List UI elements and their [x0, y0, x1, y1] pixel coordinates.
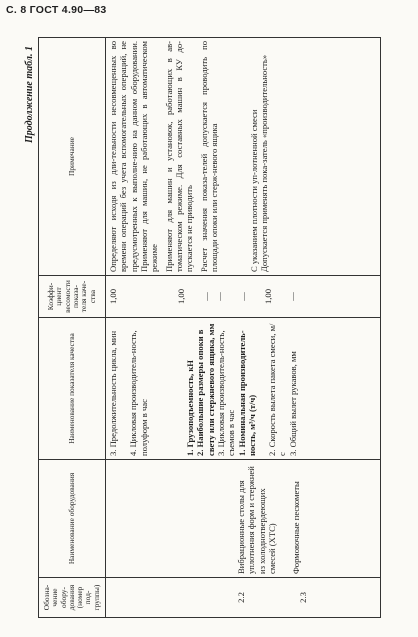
cell-notes — [106, 38, 381, 276]
indicator-flask-dimensions: 2. Наибольшие размеры опоки в свету или стержневого ящика, мм — [195, 323, 216, 456]
indicator-packet-speed: 2. Скорость вылета пакета смеси, м/с — [267, 323, 288, 456]
cell-coefficients — [106, 276, 381, 318]
page-header: С. 8 ГОСТ 4.90—83 — [6, 4, 107, 16]
cell-codes — [106, 578, 381, 618]
table-continuation-label: Продолжение табл. 1 — [24, 46, 35, 144]
coef-cycle-productivity-removals: — — [238, 292, 249, 301]
code-2-3: 2.3 — [298, 592, 309, 603]
indicator-sleeve-reach: 3. Общий вылет рукавов, мм — [287, 351, 298, 456]
coef-cycle-duration: 1,00 — [108, 288, 118, 305]
cell-indicators — [106, 318, 381, 460]
cell-equipment-names — [106, 460, 381, 578]
coef-cycle-productivity: 1,00 — [176, 288, 187, 305]
code-2-2: 2.2 — [236, 592, 246, 603]
indicator-nominal-productivity: 1. Номинальная производитель-ность, м³/ч (т/ч) — [236, 330, 257, 456]
equipment-name-2-3: Формовочные пескометы — [291, 481, 302, 574]
col-header-indicator: Наименование показателя качества — [39, 318, 106, 460]
note-compacted-density: С указанием плотности уп-лотненной смеси — [249, 109, 260, 272]
equipment-name-2-2: Вибрационные столы для уплотнения форм и стержней из холоднотвердеющих смесей (ХТС) — [236, 466, 277, 574]
coef-nominal-productivity: 1,00 — [262, 288, 273, 305]
rotated-table-page — [20, 38, 400, 618]
quality-indicators-table — [38, 37, 381, 618]
col-header-equipment-name: Наименование оборудования — [39, 460, 106, 578]
col-header-code: Обозна-чение обору-дования (номер под-группы) — [39, 578, 106, 618]
note-cycle-productivity: Применяют для машин и установок, работающих в ав-томатическом режиме. Для составных машин в КУ до-пускается не приводить — [163, 41, 195, 272]
indicator-load-capacity: 1. Грузоподъемность, кН — [184, 360, 195, 456]
note-productivity-allowed: Допускается применять пока-затель «производительность» — [259, 54, 270, 272]
note-cycle-duration: Определяют исходя из дли-тельности несовмещенных во времени операций без учета вспомогательных операций, не предусмотренных к выполне-нию на данном оборудовании. Применяют для машин, не работающих в автоматическом режиме — [108, 41, 160, 272]
col-header-note: Примечание — [39, 38, 106, 276]
col-header-weight-coefficient: Коэффи-циент весомости показа-теля каче-ства — [39, 276, 106, 318]
table-row — [106, 38, 381, 618]
indicator-cycle-productivity-removals: 3. Цикловая производитель-ность, съемов в час — [215, 330, 237, 456]
coef-flask-dimensions: — — [213, 292, 224, 301]
table-header-row — [39, 38, 106, 618]
coef-load-capacity: — — [200, 292, 211, 301]
indicator-cycle-duration: 3. Предолжительность цикла, мин — [108, 330, 118, 456]
indicator-cycle-productivity: 4. Цикловая производитель-ность, полуформ в час — [128, 330, 149, 456]
coef-packet-speed: — — [286, 292, 297, 301]
note-calculation-by-area: Расчет значения показа-телей допускается проводить по площади опоки или стерж-невого ящика — [198, 41, 219, 272]
